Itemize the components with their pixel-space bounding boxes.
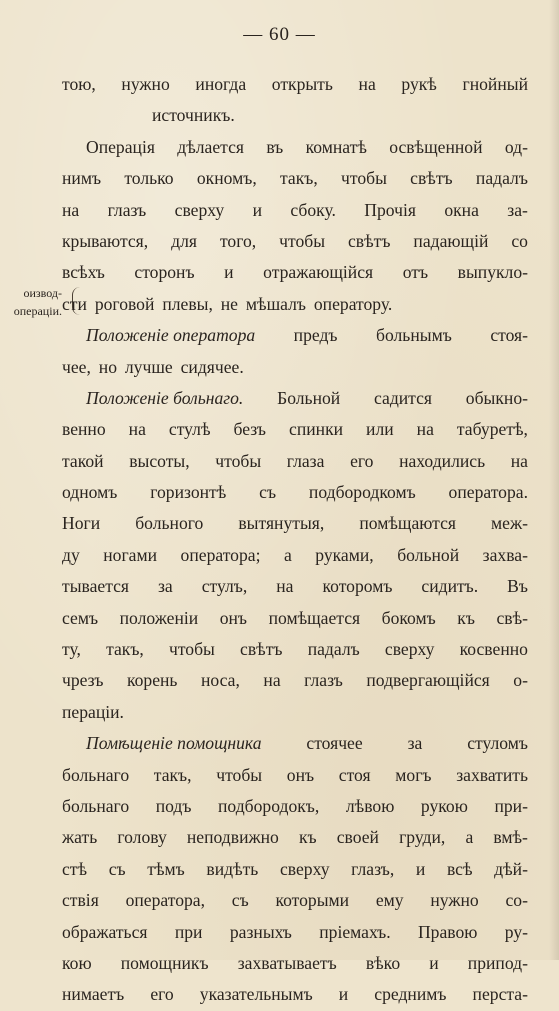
text-line [62,69,528,100]
word: нимаетъ [62,984,125,1005]
italic-heading: Положеніе оператора [86,325,256,346]
word: глаза [286,450,325,471]
word: рукѣ [401,74,437,94]
word: на [62,199,80,220]
word: стѣ [62,858,88,879]
word: глазъ [304,670,343,691]
word: оператора, [125,890,205,911]
word: которыми [275,890,350,911]
word: при [174,921,203,942]
text-line [62,446,528,477]
word: Операція [86,136,155,157]
word: на [263,670,281,691]
word: сторонъ [134,262,195,283]
word: находились [399,450,486,471]
word: высоты, [129,450,190,471]
text-line [62,571,528,602]
body-text [62,69,528,1011]
word: захва- [482,544,528,565]
word: за [157,576,173,597]
word: на [128,419,146,440]
word: свѣ- [496,607,528,628]
text-line [62,352,528,383]
word: тою, [62,74,96,94]
word: сверху [174,199,225,220]
text-line [62,603,528,634]
italic-heading: Помѣщеніе помощника [86,733,262,754]
word: освѣщенной [389,136,483,157]
word: перста- [472,984,528,1005]
word: Въ [507,576,528,597]
word: одномъ [62,482,118,503]
word: его [350,450,374,471]
word: чтобы [215,450,262,471]
word: на [358,74,376,94]
word: отражающійся [263,262,374,283]
italic-heading: Положеніе больнаго. [86,387,244,408]
word: могъ [395,764,432,785]
word: онъ [286,764,315,785]
text-line [62,540,528,571]
word: сти [62,293,87,314]
word: свѣтъ [240,639,283,660]
word: стулъ, [201,576,248,597]
word: того, [219,230,257,251]
word: подбородкомъ [308,482,416,503]
word: больнымъ [376,325,452,346]
word: открыть [271,74,333,94]
text-line [62,163,528,194]
word: дѣй- [494,858,528,879]
word: голову [117,827,167,848]
word: за- [507,199,528,220]
word: и [429,952,439,973]
word: стоя [338,764,371,785]
word: мѣшалъ [245,293,306,314]
word: ображаться [62,921,148,942]
marginal-note-line-2: операціи. [13,304,62,318]
word: всѣ [446,858,473,879]
word: стоя- [490,325,528,346]
word: подвергающійся [366,670,490,691]
word: припод- [467,952,528,973]
word: падающій [413,230,489,251]
word: тывается [62,576,130,597]
word: онъ [219,607,248,628]
word: ду [62,544,80,565]
word: неподвижно [186,827,279,848]
word: рукою [420,795,468,816]
text-line [62,979,528,1010]
word: нужно [121,74,170,94]
word: со- [505,890,528,911]
word: и [338,984,349,1005]
word: нимъ [62,168,102,189]
word: окномъ, [196,168,257,189]
word: Прочія [364,199,416,220]
word: выпукло- [457,262,528,283]
word: тѣмъ [147,858,185,879]
text-line [62,508,528,539]
word: оператора; [180,544,261,565]
marginal-note [0,284,62,320]
word: падалъ [475,168,528,189]
word: и [415,858,426,879]
word: обыкно- [465,387,528,408]
word: а [283,544,292,565]
word: на [416,419,434,440]
word: комнатѣ [305,136,367,157]
word: ру- [504,921,528,942]
word: сбоку. [290,199,336,220]
word: разныхъ [229,921,292,942]
word: для [171,230,197,251]
word: косвенно [459,639,528,660]
text-line [62,791,528,822]
word: чрезъ [62,670,104,691]
word: но [98,356,117,377]
word: въ [266,136,284,157]
word: падалъ [307,639,360,660]
marginal-note-line-1: оизвод- [23,286,62,300]
text-line [62,132,528,163]
word: больнаго [62,764,130,785]
word: чее, [62,356,91,377]
word: стоячее [306,733,363,754]
word: со [511,230,528,251]
word: больнаго [62,795,130,816]
word: безъ [233,419,267,440]
word: чтобы [341,168,387,189]
text-line [62,760,528,791]
word: чтобы [216,764,263,785]
word: свѣтъ [410,168,453,189]
page-number: — 60 — [243,24,316,45]
word: чтобы [169,639,215,660]
word: среднимъ [374,984,447,1005]
word: пріемахъ. [319,921,391,942]
text-line [62,414,528,445]
word: стулѣ [168,419,211,440]
word: и [252,199,262,220]
word: табуретѣ, [456,419,528,440]
word: Больной [277,387,341,408]
word: лѣвою [345,795,395,816]
word: или [366,419,394,440]
word: при- [494,795,528,816]
word: подбородокъ, [218,795,320,816]
word: корень [126,670,178,691]
word: горизонтѣ [150,482,227,503]
word: и [224,262,234,283]
word: нужно [430,890,479,911]
word: съ [231,890,249,911]
word: помощникъ [120,952,209,973]
word: свѣтъ [347,230,391,251]
word: такой [62,450,104,471]
word: кою [62,952,92,973]
word: за [407,733,423,754]
word: которомъ [322,576,393,597]
word: больного [135,513,204,534]
word: крываются, [62,230,149,251]
text-line [62,289,528,320]
text-line [62,697,528,728]
text-line [62,634,528,665]
text-line [62,728,528,759]
word: семъ [62,607,99,628]
word: захватить [456,764,528,785]
text-line [62,917,528,948]
word: Ноги [62,513,101,534]
word: глазъ [107,199,147,220]
word: больной [397,544,460,565]
text-line [62,383,528,414]
word: его [150,984,174,1005]
word: лучше [124,356,173,377]
text-line [62,665,528,696]
word: къ [457,607,475,628]
word: своей [336,827,379,848]
word: вытянутыя, [238,513,325,534]
word: од- [504,136,528,157]
word: а [465,827,474,848]
word: груди, [399,827,446,848]
text-line [62,854,528,885]
word: на [276,576,294,597]
word: не [220,293,238,314]
word: роговой [94,293,155,314]
text-line [62,100,528,131]
word: глазъ, [351,858,395,879]
word: жать [62,827,98,848]
word: предъ [293,325,338,346]
word: оператору. [313,293,393,314]
word: сверху [384,639,435,660]
word: о- [513,670,528,691]
word: спинки [289,419,344,440]
word: съ [108,858,126,879]
word: носа, [200,670,240,691]
word: меж- [491,513,528,534]
word: оператора. [448,482,528,503]
word: садится [373,387,432,408]
word: ту, [62,639,81,660]
word: помѣщается [268,607,361,628]
word: видѣть [206,858,259,879]
word: ногами [103,544,158,565]
word: ствія [62,890,99,911]
word: только [124,168,174,189]
word: такъ, [153,764,192,785]
word: сидитъ. [421,576,479,597]
word: такъ, [106,639,144,660]
word: помѣщаются [359,513,456,534]
text-line [62,885,528,916]
text-line [62,948,528,979]
word: захватываетъ [237,952,337,973]
text-line [62,477,528,508]
word: гнойный [462,74,528,94]
word: такъ, [280,168,318,189]
word: отъ [402,262,429,283]
word: иногда [195,74,247,94]
text-line [62,195,528,226]
word: чтобы [279,230,326,251]
word: указательнымъ [199,984,313,1005]
word: руками, [315,544,374,565]
word: къ [298,827,317,848]
word: сверху [279,858,330,879]
word: пераціи. [62,701,124,722]
word: съ [259,482,277,503]
word: окна [444,199,479,220]
word: всѣхъ [62,262,105,283]
text-line [62,822,528,853]
word: сидячее. [180,356,244,377]
word: Правою [417,921,478,942]
word: бокомъ [381,607,436,628]
word: вѣко [365,952,401,973]
text-line [62,226,528,257]
word: дѣлается [177,136,244,157]
word: венно [62,419,106,440]
text-line [62,320,528,351]
word: вмѣ- [493,827,528,848]
word: ему [375,890,404,911]
word: положеніи [119,607,199,628]
word: источникъ. [152,105,235,126]
word: плевы, [162,293,213,314]
word: стуломъ [467,733,528,754]
word: на [510,450,528,471]
text-line [62,257,528,288]
word: подъ [155,795,192,816]
